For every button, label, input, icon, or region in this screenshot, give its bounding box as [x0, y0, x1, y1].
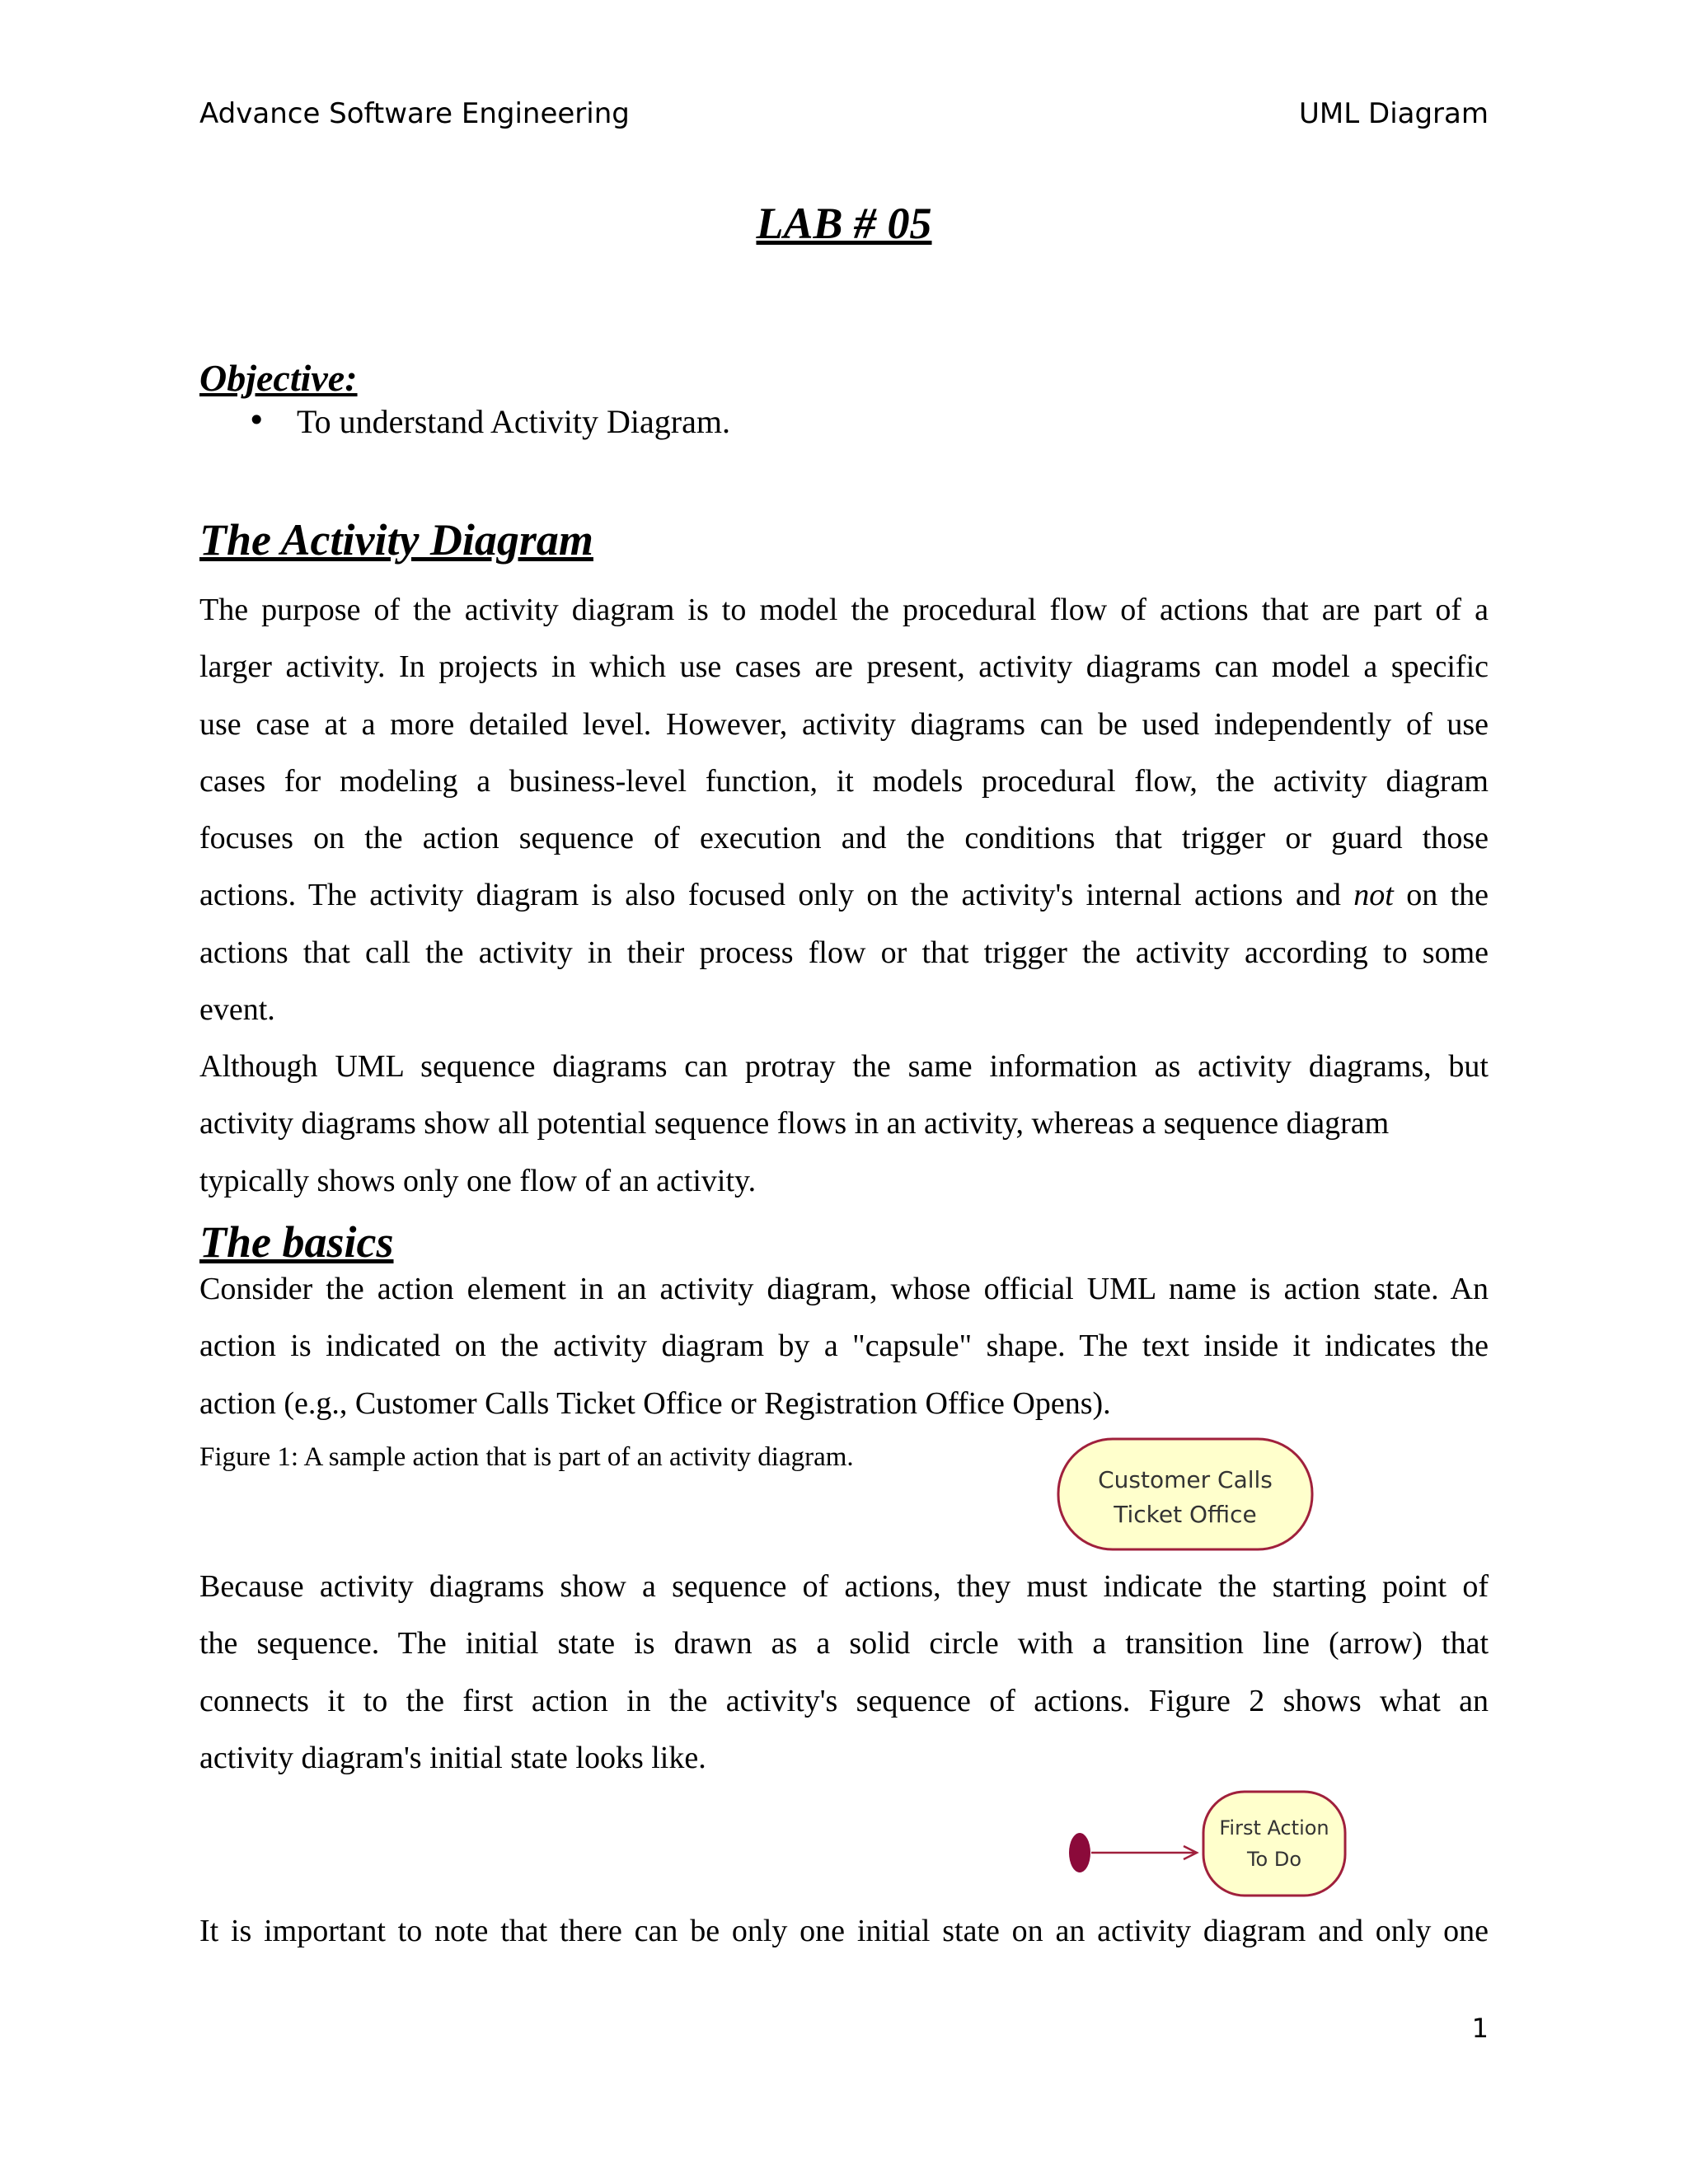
- emphasis-not: not: [1353, 878, 1394, 913]
- basics-paragraph-3: [199, 1903, 1489, 1960]
- text-line: activity diagram's initial state looks like.: [199, 1740, 706, 1775]
- text-line: activity diagrams show all potential sequence flows in an activity, whereas a sequence diagram: [199, 1106, 1390, 1141]
- activity-paragraph-2: [199, 1038, 1489, 1210]
- text-line: It is important to note that there can be only one initial state on an activity diagram and only one: [199, 1914, 1489, 1948]
- initial-node-icon: [1069, 1833, 1090, 1872]
- basics-paragraph-1: [199, 1261, 1489, 1432]
- lab-title: LAB # 05: [756, 199, 932, 248]
- activity-diagram-heading: The Activity Diagram: [199, 515, 593, 565]
- text-line: use case at a more detailed level. However, activity diagrams can be used independently of use: [199, 706, 1489, 742]
- basics-paragraph-2: [199, 1558, 1489, 1787]
- page-number: 1: [1471, 2013, 1489, 2044]
- text-line: action (e.g., Customer Calls Ticket Office or Registration Office Opens).: [199, 1385, 1111, 1421]
- activity-paragraph-1: [199, 582, 1489, 1038]
- header-left: Advance Software Engineering: [199, 97, 630, 130]
- bullet-icon: •: [247, 402, 266, 438]
- text-line: focuses on the action sequence of execution and the conditions that trigger or guard those: [199, 821, 1489, 856]
- text-fragment: on the: [1406, 878, 1489, 913]
- text-line: Although UML sequence diagrams can protray the same information as activity diagrams, but: [199, 1049, 1489, 1084]
- basics-heading: The basics: [199, 1217, 394, 1267]
- capsule-text-line2: Ticket Office: [1114, 1501, 1257, 1528]
- text-line: Consider the action element in an activity diagram, whose official UML name is action state. An: [199, 1272, 1489, 1306]
- first-action-line2: To Do: [1246, 1848, 1302, 1871]
- text-line: cases for modeling a business-level function, it models procedural flow, the activity diagram: [199, 763, 1489, 799]
- objective-text: To understand Activity Diagram.: [297, 403, 730, 440]
- figure1-action-capsule: [1055, 1436, 1315, 1553]
- figure2-initial-state: [1063, 1788, 1352, 1900]
- text-line: larger activity. In projects in which use cases are present, activity diagrams can model a specific: [199, 649, 1489, 685]
- figure1-caption: Figure 1: A sample action that is part of an activity diagram.: [199, 1442, 854, 1472]
- action-capsule-shape: [1058, 1439, 1312, 1549]
- first-action-line1: First Action: [1219, 1816, 1329, 1840]
- capsule-text-line1: Customer Calls: [1098, 1466, 1273, 1493]
- text-line: actions that call the activity in their process flow or that trigger the activity according to some: [199, 935, 1489, 970]
- text-line: the sequence. The initial state is drawn as a solid circle with a transition line (arrow) that: [199, 1626, 1489, 1661]
- text-line: typically shows only one flow of an activity.: [199, 1163, 757, 1198]
- text-line: action is indicated on the activity diagram by a "capsule" shape. The text inside it indicates the: [199, 1329, 1489, 1364]
- objective-heading: Objective:: [199, 357, 358, 399]
- text-line: Because activity diagrams show a sequence of actions, they must indicate the starting point of: [199, 1569, 1489, 1604]
- text-line: connects it to the first action in the activity's sequence of actions. Figure 2 shows what an: [199, 1683, 1489, 1718]
- text-line: event.: [199, 992, 275, 1028]
- text-line-with-emphasis: [199, 867, 1489, 924]
- header-right: UML Diagram: [1299, 97, 1489, 130]
- first-action-capsule: [1203, 1792, 1345, 1896]
- text-fragment: actions. The activity diagram is also focused only on the activity's internal actions and: [199, 878, 1341, 913]
- text-line: The purpose of the activity diagram is to model the procedural flow of actions that are part of a: [199, 593, 1489, 627]
